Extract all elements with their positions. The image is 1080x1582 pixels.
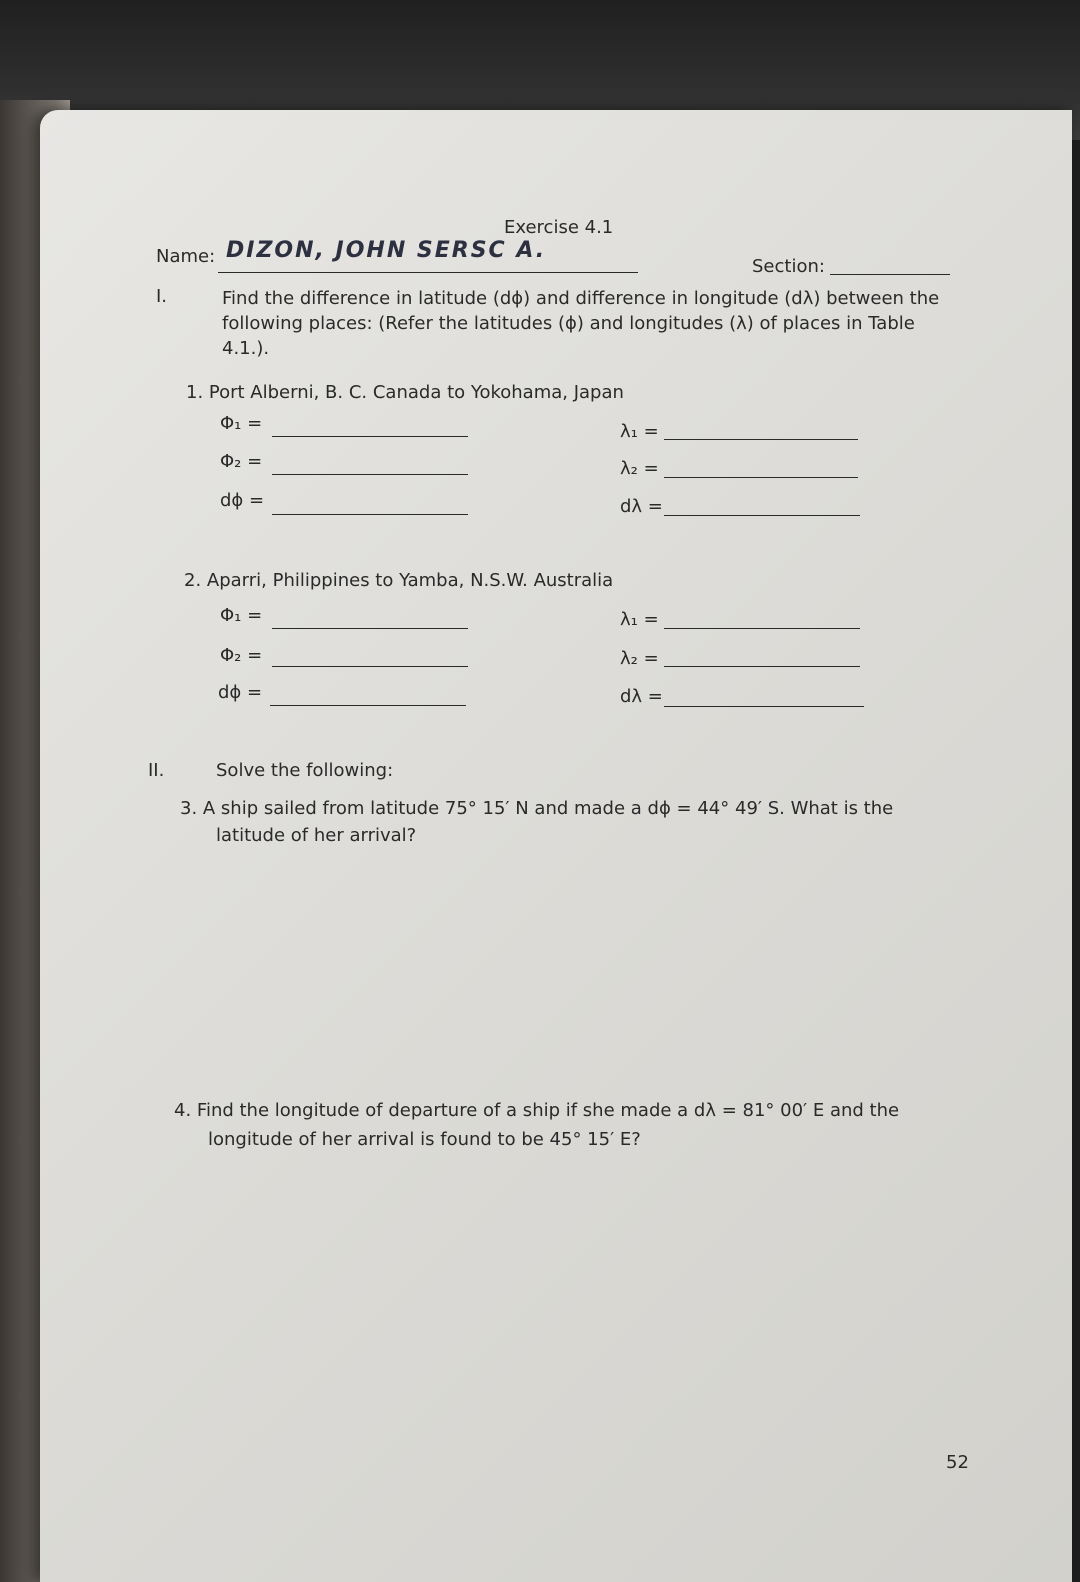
problem-1-phi1-blank[interactable]: [272, 436, 468, 437]
section-blank-line[interactable]: [830, 274, 950, 275]
part-one-instruction-line2: following places: (Refer the latitudes (ϕ) and longitudes (λ) of places in Table: [222, 313, 915, 334]
question-3-line1: 3. A ship sailed from latitude 75° 15′ N and made a dϕ = 44° 49′ S. What is the: [180, 798, 894, 819]
problem-1-title: 1. Port Alberni, B. C. Canada to Yokohama, Japan: [186, 382, 624, 403]
name-label: Name:: [156, 246, 216, 267]
problem-2-dlambda-blank[interactable]: [664, 706, 864, 707]
name-blank-line[interactable]: [218, 272, 638, 273]
problem-2-lambda2-label: λ₂ =: [620, 648, 659, 669]
problem-2-title: 2. Aparri, Philippines to Yamba, N.S.W. Australia: [184, 570, 614, 591]
workbook-page: [40, 110, 1072, 1582]
problem-1-phi1-label: Φ₁ =: [220, 413, 263, 434]
part-two-numeral: II.: [148, 760, 165, 781]
exercise-title: Exercise 4.1: [504, 217, 614, 238]
problem-1-dlambda-label: dλ =: [620, 496, 663, 517]
problem-2-phi1-blank[interactable]: [272, 628, 468, 629]
problem-2-phi2-label: Φ₂ =: [220, 645, 263, 666]
question-4-line1: 4. Find the longitude of departure of a ship if she made a dλ = 81° 00′ E and the: [174, 1100, 900, 1121]
problem-2-lambda1-label: λ₁ =: [620, 609, 659, 630]
problem-1-lambda1-label: λ₁ =: [620, 421, 659, 442]
question-3-line2: latitude of her arrival?: [216, 825, 417, 846]
problem-2-lambda2-blank[interactable]: [664, 666, 860, 667]
problem-2-lambda1-blank[interactable]: [664, 628, 860, 629]
problem-2-phi1-label: Φ₁ =: [220, 605, 263, 626]
problem-1-dlambda-blank[interactable]: [664, 515, 860, 516]
problem-1-phi2-label: Φ₂ =: [220, 451, 263, 472]
part-one-numeral: I.: [156, 286, 168, 307]
part-two-instruction: Solve the following:: [216, 760, 394, 781]
page-number: 52: [946, 1452, 969, 1473]
problem-1-dphi-blank[interactable]: [272, 514, 468, 515]
section-label: Section:: [752, 256, 825, 277]
name-handwritten: DIZON, JOHN SERSC A.: [226, 238, 547, 263]
part-one-instruction-line1: Find the difference in latitude (dϕ) and difference in longitude (dλ) between the: [222, 288, 940, 309]
problem-2-dphi-label: dϕ =: [218, 682, 263, 703]
problem-2-dphi-blank[interactable]: [270, 705, 466, 706]
part-one-instruction-line3: 4.1.).: [222, 338, 270, 359]
question-4-line2: longitude of her arrival is found to be 45° 15′ E?: [208, 1129, 641, 1150]
problem-1-lambda2-blank[interactable]: [664, 477, 858, 478]
problem-2-dlambda-label: dλ =: [620, 686, 663, 707]
problem-1-lambda2-label: λ₂ =: [620, 458, 659, 479]
problem-1-phi2-blank[interactable]: [272, 474, 468, 475]
problem-2-phi2-blank[interactable]: [272, 666, 468, 667]
problem-1-dphi-label: dϕ =: [220, 490, 265, 511]
problem-1-lambda1-blank[interactable]: [664, 439, 858, 440]
